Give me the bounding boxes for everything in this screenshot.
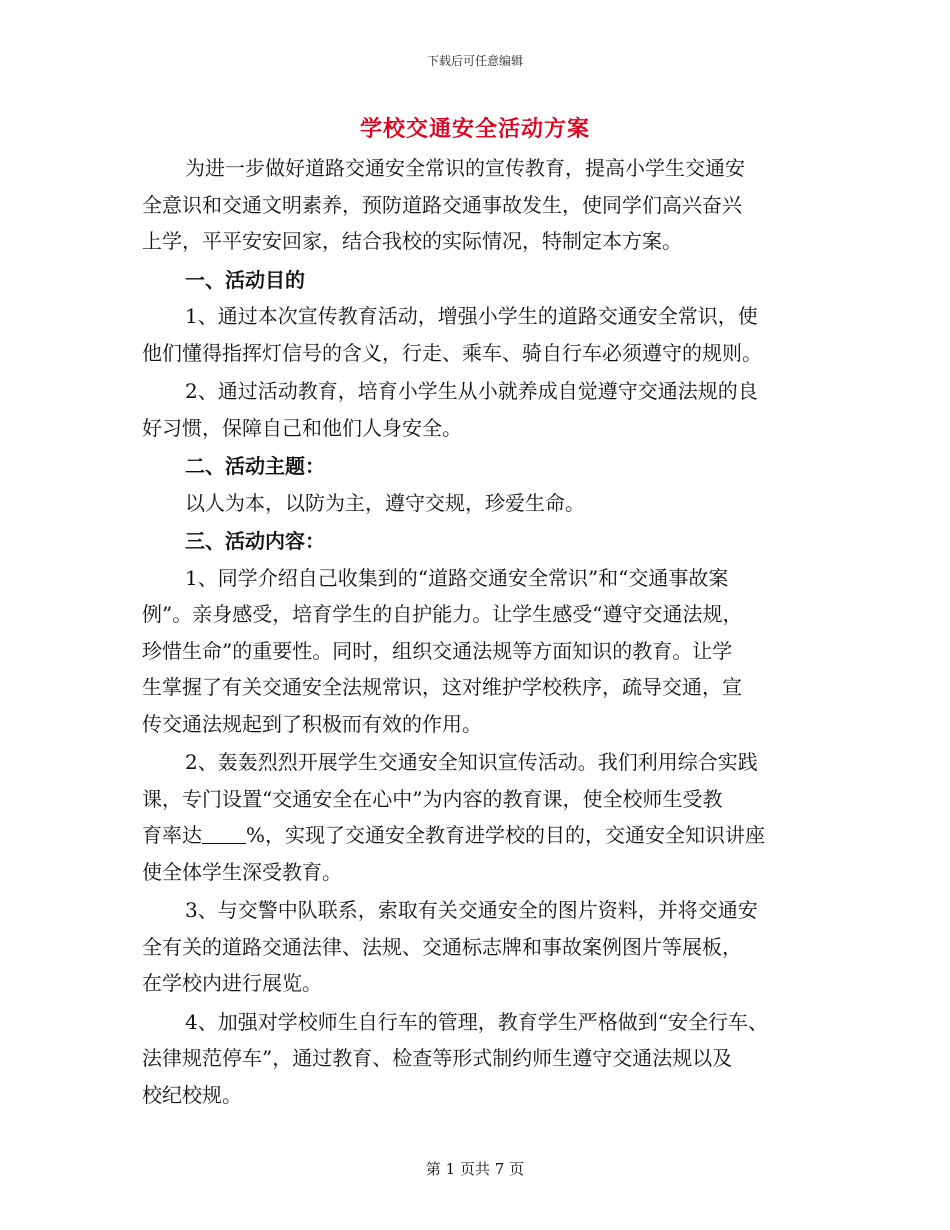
content-paragraph-1 [142,560,810,743]
text-line: 3、与交警中队联系，索取有关交通安全的图片资料，并将交通安 [185,898,758,922]
text-line: 法律规范停车”，通过教育、检查等形式制约师生遵守交通法规以及 [142,1046,733,1070]
text-line: 1、同学介绍自己收集到的“道路交通安全常识”和“交通事故案 [185,565,729,590]
section-heading-goals: 一、活动目的 [185,267,305,292]
text-line: 2、轰轰烈烈开展学生交通安全知识宣传活动。我们利用综合实践 [185,750,758,774]
text-line: 例”。亲身感受，培育学生的自护能力。让学生感受“遵守交通法规， [142,602,743,626]
text-line: 使全体学生深受教育。 [142,859,342,884]
page-footer: 第 1 页共 7 页 [425,1160,525,1178]
content-paragraph-3 [142,892,810,1002]
text-line: 在学校内进行展览。 [142,971,322,995]
text-fragment: %，实现了交通安全教育进学校的目的，交通安全知识讲座 [246,823,766,847]
text-line: 传交通法规起到了积极而有效的作用。 [142,711,482,736]
text-line: 2、通过活动教育，培育小学生从小就养成自觉遵守交通法规的良 [185,379,758,403]
text-line: 全有关的道路交通法律、法规、交通标志牌和事故案例图片等展板， [142,934,742,959]
goal-paragraph-1 [142,298,810,371]
document-body [142,150,810,1113]
text-line: 1、通过本次宣传教育活动，增强小学生的道路交通安全常识，使 [185,304,758,328]
text-fragment: 育率达 [142,823,202,847]
text-line: 4、加强对学校师生自行车的管理，教育学生严格做到“安全行车、 [185,1009,768,1034]
theme-line: 以人为本，以防为主，遵守交规，珍爱生命。 [185,490,585,515]
text-line: 生掌握了有关交通安全法规常识，这对维护学校秩序，疏导交通，宣 [142,675,742,699]
content-paragraph-4 [142,1004,810,1114]
goal-paragraph-2 [142,373,810,446]
intro-paragraph [142,150,810,260]
text-line: 好习惯，保障自己和他们人身安全。 [142,415,462,440]
text-line: 校纪校规。 [142,1082,242,1107]
text-line: 珍惜生命”的重要性。同时，组织交通法规等方面知识的教育。让学 [142,638,733,663]
section-heading-content: 三、活动内容： [185,529,325,553]
text-line: 为进一步做好道路交通安全常识的宣传教育，提高小学生交通安 [185,156,745,180]
fill-in-blank [202,823,246,844]
text-line-with-blank [142,817,810,854]
header-note: 下载后可任意编辑 [426,54,523,68]
text-line: 全意识和交通文明素养，预防道路交通事故发生，使同学们高兴奋兴 [142,192,742,217]
section-heading-theme: 二、活动主题： [185,454,325,478]
text-line: 上学，平平安安回家，结合我校的实际情况，特制定本方案。 [142,229,682,253]
text-line: 课，专门设置“交通安全在心中”为内容的教育课，使全校师生受教 [142,786,723,811]
document-title: 学校交通安全活动方案 [359,117,590,142]
text-line: 他们懂得指挥灯信号的含义，行走、乘车、骑自行车必须遵守的规则。 [142,340,762,365]
content-paragraph-2 [142,744,810,890]
